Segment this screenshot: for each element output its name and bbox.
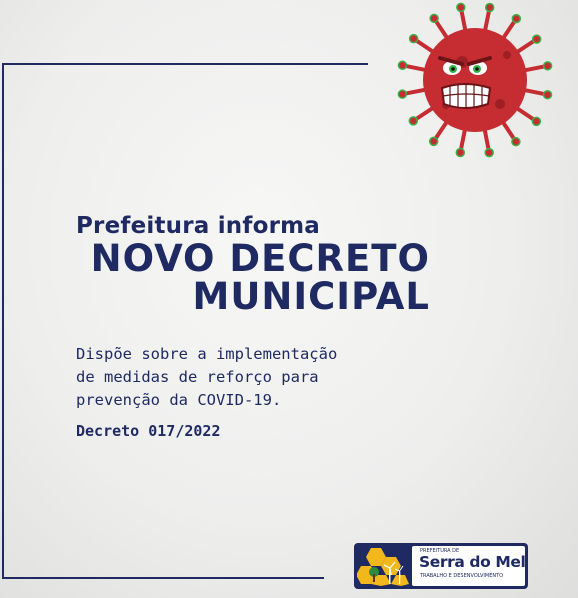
- logo-text-panel: [412, 546, 525, 586]
- honeycomb-windmill-icon: [357, 546, 409, 586]
- headline: [90, 237, 430, 318]
- logo-prefix: PREFEITURA DE: [420, 548, 460, 554]
- description-line-2: de medidas de reforço para: [76, 368, 319, 386]
- frame-bottom-line: [2, 577, 324, 579]
- decree-number: Decreto 017/2022: [76, 422, 221, 440]
- description: [76, 343, 376, 412]
- frame-top-line: [2, 63, 368, 65]
- angry-virus-icon: [392, 0, 558, 160]
- logo-name: Serra do Mel: [419, 553, 526, 571]
- municipality-logo: [354, 543, 528, 589]
- headline-line-1: NOVO DECRETO: [90, 237, 430, 280]
- logo-subtitle: TRABALHO E DESENVOLVIMENTO: [420, 573, 504, 579]
- frame-left-line: [2, 63, 4, 579]
- description-line-1: Dispõe sobre a implementação: [76, 345, 338, 363]
- headline-line-2: MUNICIPAL: [192, 275, 430, 318]
- kicker-text: Prefeitura informa: [76, 213, 321, 239]
- description-line-3: prevenção da COVID-19.: [76, 391, 282, 409]
